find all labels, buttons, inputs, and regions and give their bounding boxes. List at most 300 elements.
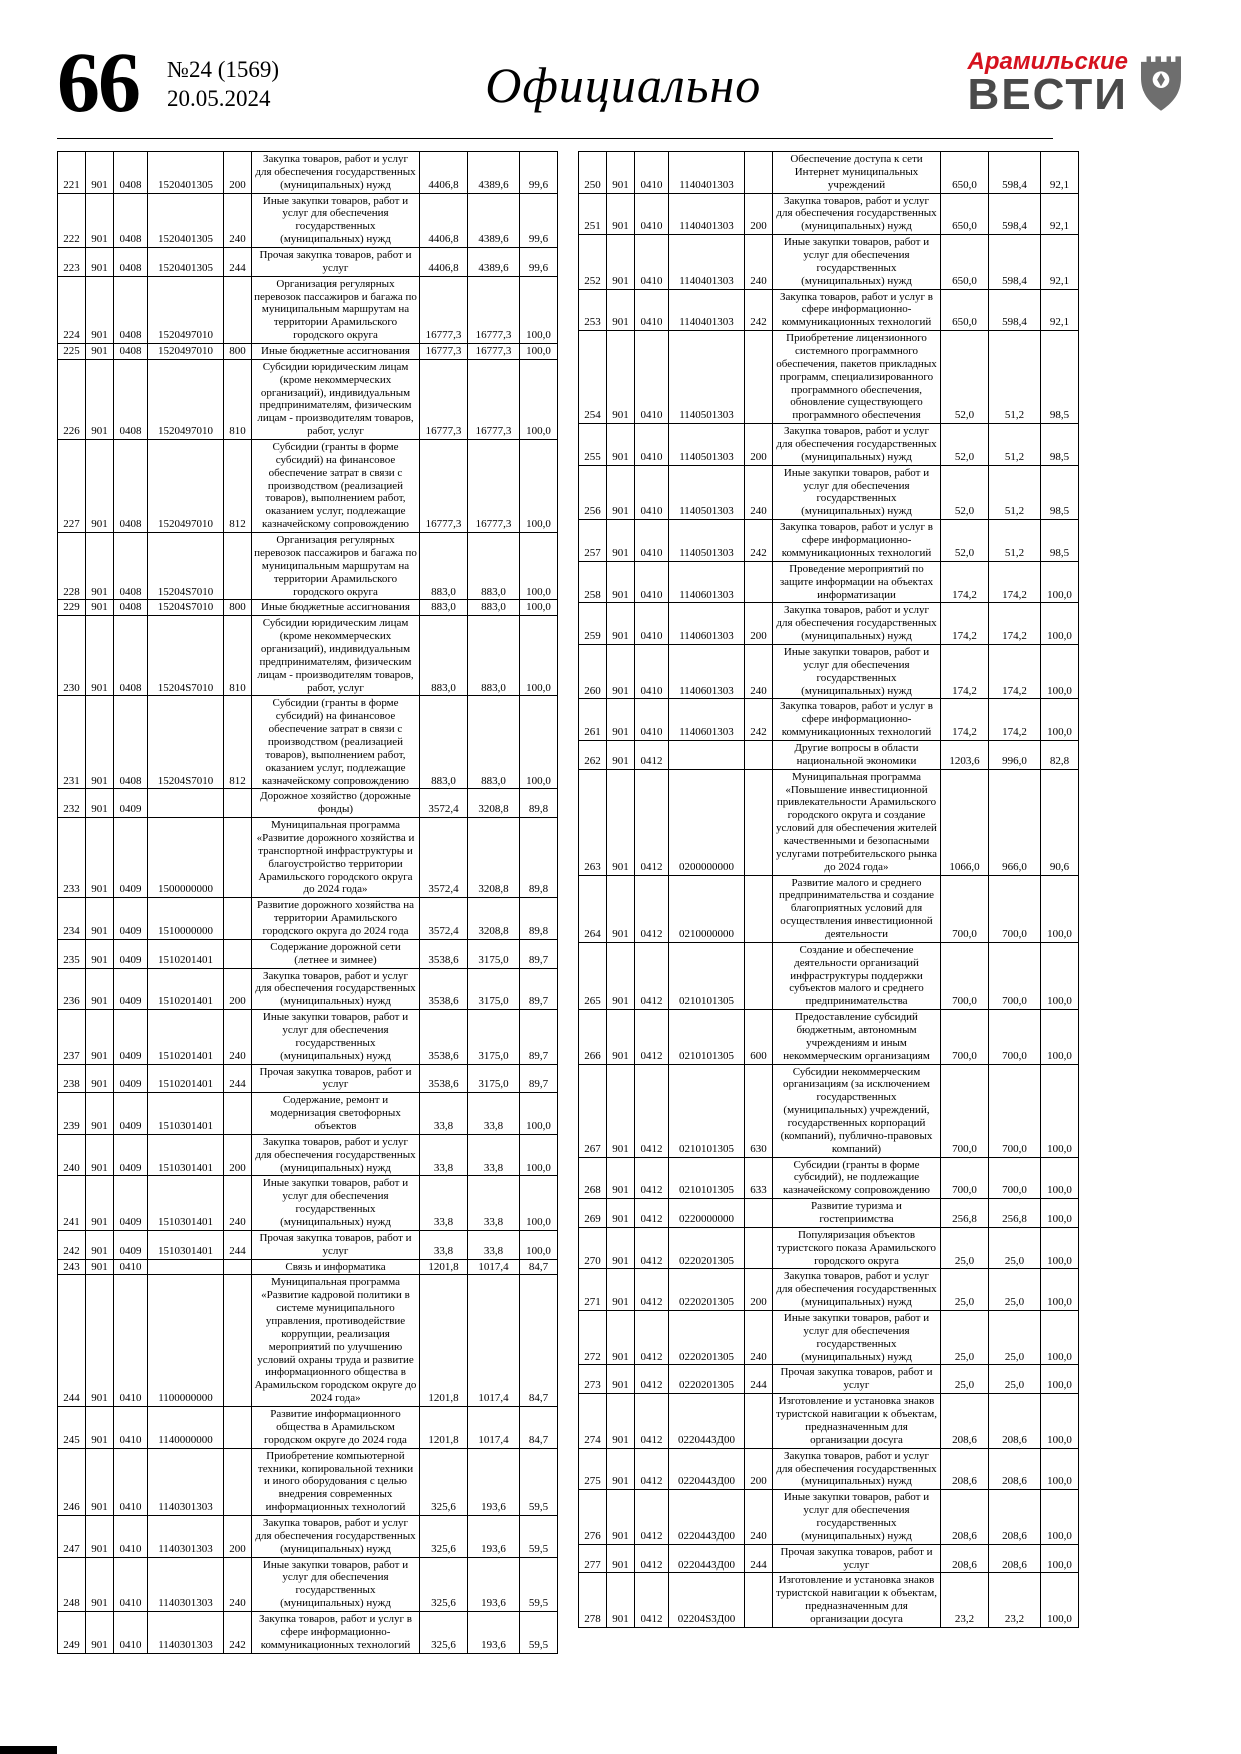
table-cell: 256 xyxy=(579,465,607,519)
table-cell: 258 xyxy=(579,561,607,603)
table-cell: 92,1 xyxy=(1041,289,1079,331)
table-cell: 174,2 xyxy=(941,699,989,741)
table-cell: 901 xyxy=(607,561,635,603)
table-cell: 901 xyxy=(86,616,114,696)
table-cell: 901 xyxy=(607,1010,635,1064)
table-cell: Закупка товаров, работ и услуг для обеспечения государственных (муниципальных) нужд xyxy=(252,1134,420,1176)
table-cell: 266 xyxy=(579,1010,607,1064)
table-cell: Иные бюджетные ассигнования xyxy=(252,344,420,360)
table-cell: 901 xyxy=(607,1064,635,1157)
table-cell: 0408 xyxy=(114,616,148,696)
table-row xyxy=(579,1365,1079,1394)
table-cell: 25,0 xyxy=(989,1365,1041,1394)
table-cell: 0412 xyxy=(635,740,669,769)
table-row xyxy=(579,1010,1079,1064)
table-cell: 800 xyxy=(224,600,252,616)
table-cell: 224 xyxy=(58,276,86,343)
table-cell: 1510201401 xyxy=(148,968,224,1010)
table-cell: 33,8 xyxy=(468,1093,520,1135)
table-cell: Закупка товаров, работ и услуг в сфере информационно-коммуникационных технологий xyxy=(773,289,941,331)
table-cell xyxy=(224,276,252,343)
table-cell: 33,8 xyxy=(468,1176,520,1230)
table-cell: 100,0 xyxy=(1041,561,1079,603)
table-cell: 236 xyxy=(58,968,86,1010)
table-cell: 901 xyxy=(607,1199,635,1228)
table-cell: Закупка товаров, работ и услуг для обеспечения государственных (муниципальных) нужд xyxy=(773,193,941,235)
table-row xyxy=(58,1448,558,1515)
table-cell: 100,0 xyxy=(1041,1199,1079,1228)
table-cell: 901 xyxy=(607,1490,635,1544)
table-columns xyxy=(57,151,1184,1654)
table-cell: 59,5 xyxy=(520,1611,558,1653)
table-cell: 228 xyxy=(58,533,86,600)
table-cell: Проведение мероприятий по защите информации на объектах информатизации xyxy=(773,561,941,603)
table-cell: Изготовление и установка знаков туристской навигации к объектам, предназначенным для организации досуга xyxy=(773,1394,941,1448)
table-cell: 0220443Д00 xyxy=(669,1394,745,1448)
table-row xyxy=(58,344,558,360)
table-cell: 1140401303 xyxy=(669,152,745,194)
table-cell: 25,0 xyxy=(941,1227,989,1269)
table-cell xyxy=(224,1275,252,1407)
table-cell: 100,0 xyxy=(1041,1010,1079,1064)
table-cell: 174,2 xyxy=(941,644,989,698)
table-cell: 901 xyxy=(86,1448,114,1515)
masthead-title: ВЕСТИ xyxy=(967,70,1128,119)
table-cell: 901 xyxy=(607,193,635,235)
table-cell: 0210101305 xyxy=(669,1157,745,1199)
table-row xyxy=(579,644,1079,698)
table-cell: 89,7 xyxy=(520,1010,558,1064)
table-cell: 901 xyxy=(86,1064,114,1093)
table-cell xyxy=(224,533,252,600)
table-cell: 100,0 xyxy=(1041,1448,1079,1490)
table-cell: 82,8 xyxy=(1041,740,1079,769)
table-cell: 25,0 xyxy=(941,1311,989,1365)
table-cell: 1510000000 xyxy=(148,898,224,940)
table-cell xyxy=(745,875,773,942)
table-cell: 1510301401 xyxy=(148,1093,224,1135)
table-cell: 278 xyxy=(579,1573,607,1627)
table-cell: 901 xyxy=(86,1407,114,1449)
table-cell: Изготовление и установка знаков туристской навигации к объектам, предназначенным для организации досуга xyxy=(773,1573,941,1627)
table-cell: 100,0 xyxy=(520,1134,558,1176)
table-cell: 901 xyxy=(607,1448,635,1490)
table-cell: 0410 xyxy=(635,289,669,331)
table-cell: 100,0 xyxy=(520,344,558,360)
table-cell: 0410 xyxy=(114,1259,148,1275)
table-cell: 0412 xyxy=(635,1227,669,1269)
table-cell: 208,6 xyxy=(989,1490,1041,1544)
budget-table-right xyxy=(578,151,1079,1628)
table-cell: 598,4 xyxy=(989,152,1041,194)
table-cell: 89,8 xyxy=(520,898,558,940)
table-cell: 1520401305 xyxy=(148,193,224,247)
table-cell: 98,5 xyxy=(1041,465,1079,519)
table-cell: 0410 xyxy=(635,561,669,603)
table-cell: 100,0 xyxy=(1041,1544,1079,1573)
table-row xyxy=(58,1407,558,1449)
table-row xyxy=(58,440,558,533)
table-cell: 1017,4 xyxy=(468,1407,520,1449)
table-cell: 1201,8 xyxy=(420,1407,468,1449)
table-cell: 100,0 xyxy=(520,359,558,439)
table-row xyxy=(58,193,558,247)
table-cell: 0408 xyxy=(114,248,148,277)
table-cell: 256,8 xyxy=(989,1199,1041,1228)
table-row xyxy=(58,1611,558,1653)
table-cell: 208,6 xyxy=(941,1394,989,1448)
table-row xyxy=(58,248,558,277)
table-cell: 0412 xyxy=(635,1157,669,1199)
table-cell: 325,6 xyxy=(420,1557,468,1611)
table-cell: Иные закупки товаров, работ и услуг для обеспечения государственных (муниципальных) нужд xyxy=(773,465,941,519)
table-cell: 59,5 xyxy=(520,1448,558,1515)
table-cell: Закупка товаров, работ и услуг для обеспечения государственных (муниципальных) нужд xyxy=(773,1448,941,1490)
table-cell: Муниципальная программа «Повышение инвестиционной привлекательности Арамильского городского округа и создание условий для обеспечения жителей качественными и безопасными услугами потребительского рынка до 2024 года» xyxy=(773,769,941,875)
table-cell: 16777,3 xyxy=(468,276,520,343)
table-cell: 0410 xyxy=(635,152,669,194)
table-cell: Предоставление субсидий бюджетным, автономным учреждениям и иным некоммерческим организациям xyxy=(773,1010,941,1064)
table-cell: 630 xyxy=(745,1064,773,1157)
table-cell: 901 xyxy=(607,1269,635,1311)
table-cell: 92,1 xyxy=(1041,193,1079,235)
table-cell: 901 xyxy=(86,939,114,968)
table-row xyxy=(58,1230,558,1259)
table-cell: 257 xyxy=(579,520,607,562)
table-cell: 901 xyxy=(86,276,114,343)
table-cell xyxy=(148,1259,224,1275)
table-cell xyxy=(224,789,252,818)
print-fold-mark xyxy=(0,1746,57,1754)
table-cell: 0220201305 xyxy=(669,1365,745,1394)
table-row xyxy=(58,1134,558,1176)
table-row xyxy=(58,968,558,1010)
table-cell: Дорожное хозяйство (дорожные фонды) xyxy=(252,789,420,818)
table-row xyxy=(579,1394,1079,1448)
table-cell: 1140301303 xyxy=(148,1515,224,1557)
table-cell: 227 xyxy=(58,440,86,533)
issue-block xyxy=(167,56,279,114)
table-row xyxy=(579,699,1079,741)
table-cell: 25,0 xyxy=(989,1311,1041,1365)
table-cell: 0220000000 xyxy=(669,1199,745,1228)
table-row xyxy=(58,939,558,968)
table-row xyxy=(579,1157,1079,1199)
table-cell: 1140301303 xyxy=(148,1448,224,1515)
table-cell: 0408 xyxy=(114,344,148,360)
table-cell: 0409 xyxy=(114,1230,148,1259)
table-cell: 3538,6 xyxy=(420,939,468,968)
table-row xyxy=(579,520,1079,562)
table-cell: 1140601303 xyxy=(669,699,745,741)
table-cell: 901 xyxy=(607,603,635,645)
table-cell: 0409 xyxy=(114,898,148,940)
table-cell xyxy=(224,939,252,968)
table-cell: 901 xyxy=(86,1557,114,1611)
table-cell: 242 xyxy=(745,289,773,331)
table-cell xyxy=(745,1394,773,1448)
table-cell: 33,8 xyxy=(420,1176,468,1230)
table-cell: 92,1 xyxy=(1041,152,1079,194)
table-row xyxy=(579,1490,1079,1544)
table-cell: 0412 xyxy=(635,875,669,942)
header-divider xyxy=(57,138,1053,139)
table-cell: Приобретение лицензионного системного программного обеспечения, пакетов прикладных программ, специализированного программного обеспечения, обновление существующего программного обеспечения xyxy=(773,331,941,424)
table-cell: 231 xyxy=(58,696,86,789)
table-cell: 1510201401 xyxy=(148,1010,224,1064)
table-cell xyxy=(745,1573,773,1627)
table-cell: 51,2 xyxy=(989,424,1041,466)
table-cell: Субсидии юридическим лицам (кроме некоммерческих организаций), индивидуальным предпринимателям, физическим лицам - производителям товаров, работ, услуг xyxy=(252,616,420,696)
table-row xyxy=(58,1275,558,1407)
table-cell: 193,6 xyxy=(468,1557,520,1611)
table-row xyxy=(579,1573,1079,1627)
table-cell: 100,0 xyxy=(520,1230,558,1259)
table-cell: 264 xyxy=(579,875,607,942)
table-cell: 244 xyxy=(224,248,252,277)
table-cell xyxy=(745,152,773,194)
table-cell: 901 xyxy=(607,331,635,424)
table-cell: 4389,6 xyxy=(468,152,520,194)
table-row xyxy=(579,769,1079,875)
table-cell: 4406,8 xyxy=(420,193,468,247)
table-cell: 276 xyxy=(579,1490,607,1544)
table-cell: 251 xyxy=(579,193,607,235)
table-cell: 254 xyxy=(579,331,607,424)
table-cell: 15204S7010 xyxy=(148,600,224,616)
table-cell xyxy=(745,1227,773,1269)
table-cell: 0410 xyxy=(635,193,669,235)
table-cell: 600 xyxy=(745,1010,773,1064)
table-cell: 100,0 xyxy=(520,1176,558,1230)
table-cell: 966,0 xyxy=(989,769,1041,875)
table-cell: 883,0 xyxy=(468,696,520,789)
table-cell: Субсидии (гранты в форме субсидий) на финансовое обеспечение затрат в связи с производством (реализацией товаров), выполнением работ, оказанием услуг, подлежащие казначейскому сопровождению xyxy=(252,696,420,789)
table-cell: Закупка товаров, работ и услуг в сфере информационно-коммуникационных технологий xyxy=(773,699,941,741)
table-cell: 274 xyxy=(579,1394,607,1448)
table-cell: Организация регулярных перевозок пассажиров и багажа по муниципальным маршрутам на территории Арамильского городского округа xyxy=(252,276,420,343)
table-cell: 0412 xyxy=(635,1010,669,1064)
table-cell: 901 xyxy=(607,1227,635,1269)
table-cell: 0220443Д00 xyxy=(669,1448,745,1490)
table-row xyxy=(58,818,558,898)
table-cell: 0409 xyxy=(114,1176,148,1230)
table-cell: 89,7 xyxy=(520,968,558,1010)
table-cell: 700,0 xyxy=(941,1157,989,1199)
table-cell: 1140401303 xyxy=(669,289,745,331)
table-cell: 883,0 xyxy=(420,616,468,696)
table-cell: 277 xyxy=(579,1544,607,1573)
table-cell: 100,0 xyxy=(1041,875,1079,942)
table-cell: 901 xyxy=(607,424,635,466)
table-cell: 240 xyxy=(745,644,773,698)
table-cell: 246 xyxy=(58,1448,86,1515)
table-cell: 52,0 xyxy=(941,520,989,562)
table-cell: 901 xyxy=(86,359,114,439)
table-cell: 1140401303 xyxy=(669,193,745,235)
table-cell: 200 xyxy=(745,193,773,235)
table-cell: 901 xyxy=(86,789,114,818)
table-cell: 233 xyxy=(58,818,86,898)
table-cell: Закупка товаров, работ и услуг для обеспечения государственных (муниципальных) нужд xyxy=(773,424,941,466)
table-cell: 0412 xyxy=(635,1199,669,1228)
table-cell: 901 xyxy=(86,818,114,898)
table-cell: 248 xyxy=(58,1557,86,1611)
table-cell: 901 xyxy=(607,520,635,562)
table-cell: 901 xyxy=(86,1275,114,1407)
masthead xyxy=(967,48,1184,119)
table-cell: 0410 xyxy=(114,1275,148,1407)
table-cell: 0220201305 xyxy=(669,1227,745,1269)
table-cell: 1140000000 xyxy=(148,1407,224,1449)
table-cell: 208,6 xyxy=(941,1490,989,1544)
table-cell: 99,6 xyxy=(520,193,558,247)
table-row xyxy=(58,1010,558,1064)
table-cell: 1510201401 xyxy=(148,939,224,968)
table-cell: 1140501303 xyxy=(669,520,745,562)
table-cell: 3572,4 xyxy=(420,818,468,898)
table-cell: 901 xyxy=(607,1365,635,1394)
table-cell: 16777,3 xyxy=(420,359,468,439)
table-cell: Создание и обеспечение деятельности организаций инфраструктуры поддержки субъектов малого и среднего предпринимательства xyxy=(773,942,941,1009)
table-row xyxy=(579,1311,1079,1365)
table-cell: 0412 xyxy=(635,1544,669,1573)
table-cell: 901 xyxy=(86,1611,114,1653)
table-cell: 883,0 xyxy=(420,696,468,789)
table-cell: 267 xyxy=(579,1064,607,1157)
table-cell: 1500000000 xyxy=(148,818,224,898)
table-cell: 883,0 xyxy=(468,616,520,696)
table-cell: 0409 xyxy=(114,1064,148,1093)
table-cell: 1520401305 xyxy=(148,152,224,194)
table-cell: 221 xyxy=(58,152,86,194)
table-cell: 240 xyxy=(745,1311,773,1365)
table-cell: 0220443Д00 xyxy=(669,1490,745,1544)
table-row xyxy=(579,331,1079,424)
table-cell: 0409 xyxy=(114,1093,148,1135)
table-cell: 90,6 xyxy=(1041,769,1079,875)
table-cell: Иные закупки товаров, работ и услуг для обеспечения государственных (муниципальных) нужд xyxy=(773,1311,941,1365)
table-row xyxy=(58,898,558,940)
table-cell: Развитие информационного общества в Арамильском городском округе до 2024 года xyxy=(252,1407,420,1449)
table-cell xyxy=(745,331,773,424)
table-cell: 3175,0 xyxy=(468,1010,520,1064)
table-cell: 208,6 xyxy=(941,1448,989,1490)
table-cell: Прочая закупка товаров, работ и услуг xyxy=(773,1365,941,1394)
table-cell xyxy=(745,1199,773,1228)
table-cell: 100,0 xyxy=(1041,603,1079,645)
table-cell xyxy=(224,1093,252,1135)
table-cell: 3175,0 xyxy=(468,939,520,968)
table-cell: 0412 xyxy=(635,1490,669,1544)
table-cell: 901 xyxy=(86,1093,114,1135)
table-cell xyxy=(224,1448,252,1515)
table-cell: Содержание, ремонт и модернизация светофорных объектов xyxy=(252,1093,420,1135)
table-cell: 1140301303 xyxy=(148,1557,224,1611)
table-cell: 242 xyxy=(58,1230,86,1259)
table-cell: 262 xyxy=(579,740,607,769)
table-cell: Муниципальная программа «Развитие дорожного хозяйства и транспортной инфраструктуры и благоустройство территории Арамильского городского округа до 2024 года» xyxy=(252,818,420,898)
table-cell: 1066,0 xyxy=(941,769,989,875)
table-cell: 4389,6 xyxy=(468,248,520,277)
table-row xyxy=(579,193,1079,235)
table-cell: 1017,4 xyxy=(468,1259,520,1275)
table-cell: Прочая закупка товаров, работ и услуг xyxy=(252,248,420,277)
table-cell: Связь и информатика xyxy=(252,1259,420,1275)
table-cell: 260 xyxy=(579,644,607,698)
table-cell: 1140501303 xyxy=(669,465,745,519)
table-row xyxy=(579,942,1079,1009)
table-cell: Организация регулярных перевозок пассажиров и багажа по муниципальным маршрутам на территории Арамильского городского округа xyxy=(252,533,420,600)
table-cell: 901 xyxy=(607,942,635,1009)
table-cell: 100,0 xyxy=(520,696,558,789)
table-cell: Популяризация объектов туристского показа Арамильского городского округа xyxy=(773,1227,941,1269)
table-cell: 200 xyxy=(745,424,773,466)
table-cell: 598,4 xyxy=(989,235,1041,289)
table-cell: 1140301303 xyxy=(148,1611,224,1653)
table-cell: 98,5 xyxy=(1041,424,1079,466)
table-cell: 883,0 xyxy=(420,533,468,600)
table-cell: 901 xyxy=(86,1134,114,1176)
table-cell: Муниципальная программа «Развитие кадровой политики в системе муниципального управления, противодействие коррупции, реализация мероприятий по улучшению условий охраны труда и развитие информационного общества в Арамильском городском округе до 2024 года» xyxy=(252,1275,420,1407)
table-cell: 901 xyxy=(607,699,635,741)
table-cell: 174,2 xyxy=(989,699,1041,741)
table-cell: 226 xyxy=(58,359,86,439)
table-cell: 15204S7010 xyxy=(148,533,224,600)
table-row xyxy=(579,289,1079,331)
table-row xyxy=(579,561,1079,603)
table-cell: 255 xyxy=(579,424,607,466)
table-cell: 0412 xyxy=(635,942,669,1009)
table-cell: 901 xyxy=(86,344,114,360)
table-cell: 240 xyxy=(745,465,773,519)
table-cell: 598,4 xyxy=(989,193,1041,235)
table-cell: 700,0 xyxy=(941,1010,989,1064)
table-cell: 0410 xyxy=(635,644,669,698)
table-cell: 223 xyxy=(58,248,86,277)
table-row xyxy=(58,600,558,616)
table-cell: 901 xyxy=(607,1544,635,1573)
table-cell: 1100000000 xyxy=(148,1275,224,1407)
table-cell: 901 xyxy=(86,152,114,194)
table-cell: 3572,4 xyxy=(420,789,468,818)
table-cell: 0412 xyxy=(635,1311,669,1365)
table-cell: 1140401303 xyxy=(669,235,745,289)
table-cell: 100,0 xyxy=(1041,942,1079,1009)
table-cell: 1140601303 xyxy=(669,561,745,603)
table-cell: 222 xyxy=(58,193,86,247)
table-cell: 100,0 xyxy=(1041,1573,1079,1627)
table-cell: 100,0 xyxy=(1041,699,1079,741)
table-row xyxy=(58,696,558,789)
table-cell: 0412 xyxy=(635,1064,669,1157)
table-cell: 1140601303 xyxy=(669,603,745,645)
table-cell: 52,0 xyxy=(941,331,989,424)
table-cell: Субсидии (гранты в форме субсидий), не подлежащие казначейскому сопровождению xyxy=(773,1157,941,1199)
budget-table-left-body xyxy=(58,152,558,1654)
table-cell: 3208,8 xyxy=(468,898,520,940)
table-cell: 883,0 xyxy=(468,600,520,616)
table-row xyxy=(58,616,558,696)
table-cell: 325,6 xyxy=(420,1515,468,1557)
table-cell: 265 xyxy=(579,942,607,1009)
table-cell: 3538,6 xyxy=(420,1064,468,1093)
table-cell: 268 xyxy=(579,1157,607,1199)
table-cell: 1520401305 xyxy=(148,248,224,277)
table-cell: 52,0 xyxy=(941,424,989,466)
table-cell xyxy=(148,789,224,818)
table-cell: 1510301401 xyxy=(148,1230,224,1259)
